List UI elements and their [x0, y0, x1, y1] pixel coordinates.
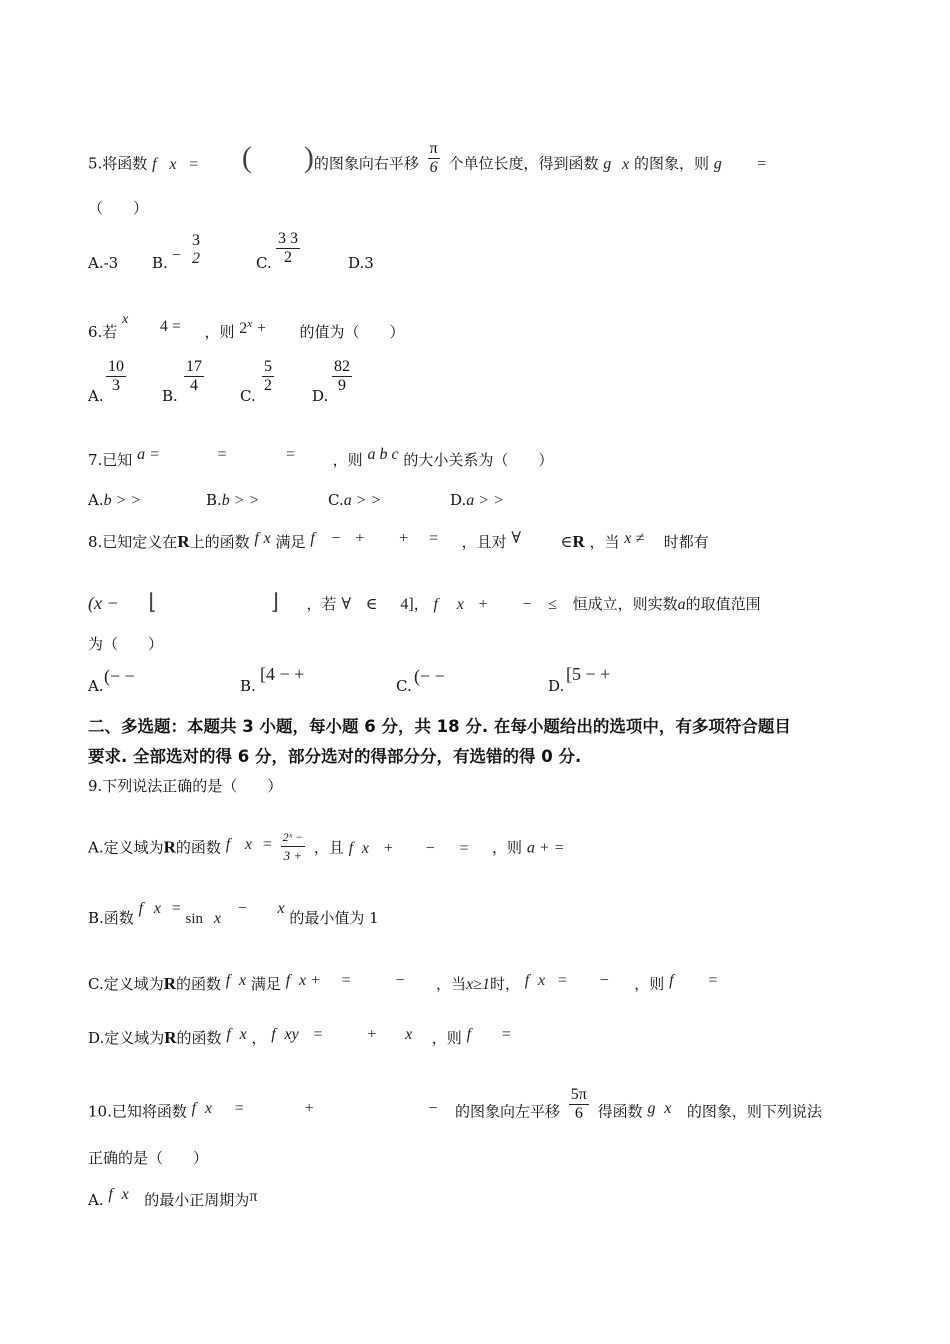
q9-b-minus: −: [237, 900, 247, 917]
q9-a-text2: ，且: [313, 838, 344, 857]
q10-a-pi: π: [249, 1188, 258, 1205]
q9-b-x2: x: [213, 910, 221, 927]
q9-b-f: f: [138, 900, 144, 917]
q9-c-text1: 的函数: [176, 975, 222, 993]
q5-stem: [88, 140, 767, 183]
q5-text2: 个单位长度，得到函数: [448, 154, 599, 173]
q5-option-a: A.-3: [88, 254, 119, 272]
q7-option-a: b > >: [103, 492, 142, 509]
q5-option-c-label: C.: [256, 254, 272, 272]
q9-option-a: [88, 830, 564, 867]
q8-a: a: [677, 596, 686, 613]
q10-text3: 的图象，则下列说法: [686, 1102, 822, 1121]
q9-a-text1: 的函数: [175, 838, 221, 857]
q5-g: g: [603, 155, 612, 173]
q7-abc: a b c: [367, 446, 399, 463]
q5-option-b-fraction: 3 2: [192, 232, 200, 267]
q6-option-b-label: B.: [162, 387, 178, 405]
q8-text5: 时都有: [663, 533, 709, 551]
q6-option-a-label: A.: [88, 387, 104, 405]
q8-bracket-left: ⌊: [148, 589, 157, 614]
q9-d-text1: 的函数: [176, 1029, 222, 1047]
q9-d-plus: +: [367, 1026, 377, 1043]
q9-d-x: x: [239, 1026, 247, 1043]
q10-minus: −: [428, 1099, 438, 1117]
q8-eq: =: [428, 530, 439, 547]
q7-options: [88, 490, 588, 514]
q9-c-cond: x≥1: [466, 976, 490, 993]
q10-stem: [88, 1086, 822, 1131]
q5-shift-fraction: $\frac{\pi}{6}$: [429, 140, 438, 176]
q9-a-fraction: $\frac{\text{2ˣ −}}{3 +}$: [282, 830, 304, 863]
q9-c-x: x: [239, 972, 247, 989]
q6-stem: [88, 312, 405, 343]
q5-left-paren: (: [241, 140, 252, 174]
q9-d-lead: D.定义域为: [88, 1029, 165, 1047]
q8-minus: −: [331, 530, 341, 547]
q7-option-b: b > >: [221, 492, 260, 509]
q9-a-f2: f: [348, 839, 354, 857]
q6-option-d-label: D.: [312, 387, 329, 405]
q9-c-lead: C.定义域为: [88, 975, 164, 993]
q7-option-c: a > >: [343, 492, 382, 509]
q5-f: f: [152, 155, 157, 173]
q10-plus: +: [304, 1099, 314, 1117]
q10-g: g: [647, 1099, 656, 1117]
q8-text1: 上的函数: [189, 533, 250, 551]
q8-option-d: [5 − +: [566, 664, 611, 684]
q8-f3: f: [433, 596, 438, 613]
q7-stem: [88, 446, 554, 471]
q9-option-d: [88, 1028, 511, 1049]
q8-option-b: [4 − +: [260, 664, 305, 684]
q8-plus3: +: [478, 596, 488, 613]
q8-x3: x: [456, 596, 464, 613]
q5-option-b-minus: −: [172, 247, 182, 264]
q8-option-a: (− −: [104, 666, 135, 686]
q6-option-d-fraction: $\frac{82}{9}$: [334, 358, 350, 394]
q9-d-R: R: [164, 1028, 177, 1047]
q8-option-c-label: C.: [396, 677, 412, 695]
q8-neq: x ≠: [624, 530, 645, 547]
q5-g2: g: [713, 155, 722, 173]
section2-header: [88, 714, 868, 770]
q9-stem: 9.下列说法正确的是（ ）: [88, 777, 283, 795]
q8-text4: ，当: [589, 533, 620, 551]
q9-a-plus: +: [383, 839, 393, 857]
q8-bracket-right: ⌋: [270, 589, 279, 614]
q5-lead: 5.将函数: [88, 154, 148, 173]
q9-c-text3: ，当: [436, 975, 467, 993]
q10-line2: 正确的是（ ）: [88, 1149, 209, 1167]
q10-a-text: 的最小正周期为: [144, 1191, 250, 1209]
q8-text3: ，且对: [461, 533, 507, 551]
q9-a-eq: =: [262, 835, 272, 853]
q5-text1: 的图象向右平移: [313, 154, 419, 173]
q9-d-f3: f: [466, 1026, 472, 1043]
q8-lead: 8.已知定义在: [88, 533, 178, 551]
q7-option-b-label: B.: [206, 491, 222, 509]
section2-line2: 要求. 全部选对的得 6 分，部分选对的得部分分，有选错的得 0 分.: [88, 747, 582, 766]
q9-a-text3: ，则: [492, 838, 523, 857]
q5-eq: =: [189, 155, 199, 173]
q8-leq: ≤: [548, 596, 558, 613]
q5-gx: x: [622, 155, 630, 173]
q9-a-f: f: [225, 835, 231, 853]
q8-option-b-label: B.: [240, 677, 256, 695]
q9-option-b: [88, 900, 379, 929]
q9-a-x: x: [244, 835, 253, 853]
q10-shift-fraction: $\frac{5\pi}{6}$: [570, 1086, 587, 1122]
q7-lead: 7.已知: [88, 451, 133, 469]
q8-in2: ∈: [365, 596, 378, 613]
q8-f: f: [254, 530, 259, 547]
q10-a-label: A.: [88, 1191, 104, 1209]
q8-line2: (x − ⌊ ⌋ ，若 ∀ ∈ 4]， f x + − ≤ 恒成立，则实数a的取值范围: [88, 589, 761, 614]
q6-tail: 的值为（ ）: [299, 323, 405, 341]
q5-option-b-label: B.: [152, 254, 168, 272]
q8-option-a-label: A.: [88, 677, 104, 695]
q8-line2-start: (x −: [88, 593, 119, 613]
q9-c-eq: =: [341, 972, 351, 989]
q9-a-lead: A.定义域为: [88, 838, 164, 857]
q9-option-c: [88, 974, 717, 995]
q8-f2: f: [310, 530, 315, 547]
q9-b-lead: B.函数: [88, 909, 134, 927]
q5-option-c-fraction: $\frac{3 3}{2}$: [278, 230, 298, 266]
q6-option-a-fraction: $\frac{10}{3}$: [108, 358, 124, 394]
q8-plus1: +: [355, 530, 365, 547]
q9-b-sin: sin: [185, 911, 204, 927]
q9-d-x2: x: [405, 1026, 413, 1043]
q9-d-xy: xy: [284, 1026, 299, 1043]
q7-eq2: =: [286, 446, 296, 463]
q9-b-eq: =: [171, 900, 181, 917]
q8-line2-tail: 的取值范围: [685, 595, 761, 613]
q10-eq: =: [234, 1099, 244, 1117]
q7-a: a =: [137, 446, 160, 463]
q6-then: ，则: [204, 323, 235, 341]
q9-c-f2: f: [285, 972, 291, 989]
q9-d-text3: ，则: [431, 1029, 462, 1047]
q9-d-f: f: [226, 1026, 231, 1043]
q8-text2: 满足: [275, 533, 306, 551]
q5-x: x: [169, 155, 177, 173]
q9-c-minus2: −: [599, 972, 609, 989]
q9-c-minus: −: [395, 972, 405, 989]
q9-a-result: a + =: [526, 839, 565, 857]
q8-line2-text: 恒成立，则实数: [572, 595, 678, 613]
q6-two: 2: [239, 320, 248, 337]
q6-option-c-fraction: $\frac{5}{2}$: [264, 358, 272, 394]
q10-option-a: [88, 1186, 258, 1211]
q9-c-text4: 时，: [489, 975, 520, 993]
q8-option-c: (− −: [414, 666, 445, 686]
q8-line3: 为（ ）: [88, 635, 164, 653]
q9-d-eq: =: [313, 1026, 323, 1043]
q9-d-eq2: =: [501, 1026, 511, 1043]
q9-c-x3: x: [537, 972, 546, 989]
q8-in: ∈: [560, 534, 573, 551]
q9-c-f4: f: [669, 972, 674, 989]
q8-plus2: +: [399, 530, 409, 547]
q8-R2: R: [572, 532, 585, 551]
q9-c-f3: f: [524, 972, 530, 989]
q6-x: x: [122, 312, 129, 327]
q6-four: 4 =: [159, 318, 181, 335]
q5-right-paren: ): [303, 140, 314, 174]
q9-c-R: R: [163, 974, 176, 993]
q9-a-R: R: [163, 837, 176, 857]
q5-option-d: D.3: [348, 254, 374, 272]
q6-lead: 6.若: [88, 323, 118, 341]
q7-then: ，则: [332, 451, 363, 469]
q9-c-text2: 满足: [250, 975, 281, 993]
q6-option-c-label: C.: [240, 387, 256, 405]
q5-text3: 的图象，则: [633, 154, 709, 173]
q7-option-a-label: A.: [88, 491, 104, 509]
q6-options: [88, 358, 488, 405]
q8-interval: 4]: [400, 596, 414, 613]
q5-eq2: =: [757, 155, 767, 173]
q9-c-text5: ，则: [634, 975, 665, 993]
q5-answer-paren: （ ）: [88, 199, 149, 217]
q8-forall2: ∀: [341, 596, 351, 613]
q10-a-f: f: [108, 1186, 113, 1203]
section2-line1: 二、多选题：本题共 3 小题，每小题 6 分，共 18 分. 在每小题给出的选项中，有多项符合题目: [88, 717, 791, 736]
q9-a-minus: −: [425, 839, 435, 857]
q8-minus3: −: [522, 596, 532, 613]
q9-d-text2: ，: [251, 1029, 267, 1047]
q6-plus: +: [256, 320, 266, 337]
q9-b-x3: x: [277, 900, 285, 917]
q8-forall: ∀: [511, 530, 522, 547]
q10-lead: 10.已知将函数: [88, 1102, 187, 1121]
q6-exp: x: [247, 318, 253, 330]
q9-b-tail: 的最小值为 1: [289, 909, 379, 927]
q9-c-eq3: =: [708, 972, 718, 989]
q8-R: R: [177, 532, 190, 551]
q7-option-d-label: D.: [450, 491, 467, 509]
q8-option-d-label: D.: [548, 677, 565, 695]
q8-x: x: [263, 530, 271, 547]
q9-a-x2: x: [361, 839, 370, 857]
q8-stem: [88, 532, 709, 553]
q8-line2-mid: ，若: [306, 595, 337, 613]
q6-option-b-fraction: $\frac{17}{4}$: [186, 358, 202, 394]
q10-a-x: x: [121, 1186, 129, 1203]
q9-a-eq2: =: [459, 839, 469, 857]
q9-b-x: x: [153, 900, 161, 917]
q9-d-f2: f: [271, 1026, 276, 1043]
q9-c-eq2: =: [557, 972, 567, 989]
q7-tail: 的大小关系为（ ）: [403, 451, 554, 469]
q10-x: x: [204, 1099, 212, 1117]
q10-gx: x: [664, 1099, 672, 1117]
q10-text2: 得函数: [597, 1102, 643, 1121]
q9-c-xplus: x +: [298, 972, 321, 989]
q7-option-d: a > >: [466, 492, 504, 509]
q7-eq1: =: [217, 446, 227, 463]
q10-f: f: [191, 1099, 197, 1117]
q7-option-c-label: C.: [328, 491, 344, 509]
q9-c-f: f: [225, 972, 231, 989]
q10-text1: 的图象向左平移: [454, 1102, 560, 1121]
q8-options: [88, 664, 688, 696]
